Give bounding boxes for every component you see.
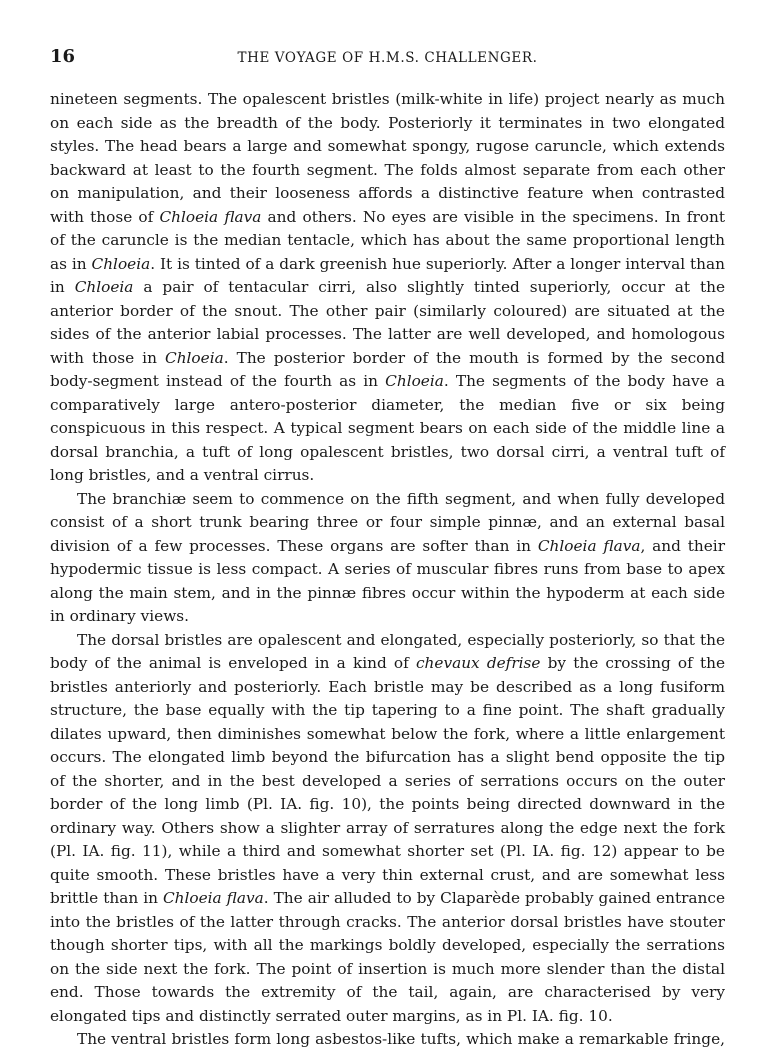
page-number: 16 <box>50 46 76 67</box>
paragraph-1: nineteen segments. The opalescent bristles (milk-white in life) project nearly as much on each side as the breadth of the body. Posteriorly it terminates in two elongated styles. The head bears a large and somewhat spongy, rugose caruncle, which extends backward at least to the fourth segment. The folds almost separate from each other on manipulation, and their looseness affords a distinctive feature when contrasted with those of Chloeia flava and others. No eyes are visible in the specimens. In front of the caruncle is the median tentacle, which has about the same proportional length as in Chloeia. It is tinted of a dark greenish hue superiorly. After a longer interval than in Chloeia a pair of tentacular cirri, also slightly tinted superiorly, occur at the anterior border of the snout. The other pair (similarly coloured) are situated at the sides of the anterior labial processes. The latter are well developed, and homologous with those in Chloeia. The posterior border of the mouth is formed by the second body-segment instead of the fourth as in Chloeia. The segments of the body have a comparatively large antero-posterior diameter, the median five or six being conspicuous in this respect. A typical segment bears on each side of the middle line a dorsal branchia, a tuft of long opalescent bristles, two dorsal cirri, a ventral tuft of long bristles, and a ventral cirrus. <box>50 90 725 484</box>
body-text <box>50 88 725 1052</box>
page-header <box>50 46 725 67</box>
paragraph-2: The branchiæ seem to commence on the fifth segment, and when fully developed consist of a short trunk bearing three or four simple pinnæ, and an external basal division of a few processes. These organs are softer than in Chloeia flava, and their hypodermic tissue is less compact. A series of muscular fibres runs from base to apex along the main stem, and in the pinnæ fibres occur within the hypoderm at each side in ordinary views. <box>50 489 726 625</box>
paragraph-3: The dorsal bristles are opalescent and elongated, especially posteriorly, so that the body of the animal is enveloped in a kind of chevaux defrise by the crossing of the bristles anteriorly and posteriorly. Each bristle may be described as a long fusiform structure, the base equally with the tip tapering to a fine point. The shaft gradually dilates upward, then diminishes somewhat below the fork, where a little enlargement occurs. The elongated limb beyond the bifurcation has a slight bend opposite the tip of the shorter, and in the best developed a series of serrations occurs on the outer border of the long limb (Pl. IA. fig. 10), the points being directed downward in the ordinary way. Others show a slighter array of serratures along the edge next the fork (Pl. IA. fig. 11), while a third and somewhat shorter set (Pl. IA. fig. 12) appear to be quite smooth. These bristles have a very thin external crust, and are somewhat less brittle than in Chloeia flava. The air alluded to by Claparède probably gained entrance into the bristles of the latter through cracks. The anterior dorsal bristles have stouter though shorter tips, with all the markings boldly developed, especially the serrations on the side next the fork. The point of insertion is much more slender than the distal end. Those towards the extremity of the tail, again, are characterised by very elongated tips and distinctly serrated outer margins, as in Pl. IA. fig. 10. <box>50 630 726 1025</box>
running-title: THE VOYAGE OF H.M.S. CHALLENGER. <box>237 50 538 66</box>
paragraph-4: The ventral bristles form long asbestos-like tufts, which make a remarkable fringe, <box>77 1030 725 1048</box>
